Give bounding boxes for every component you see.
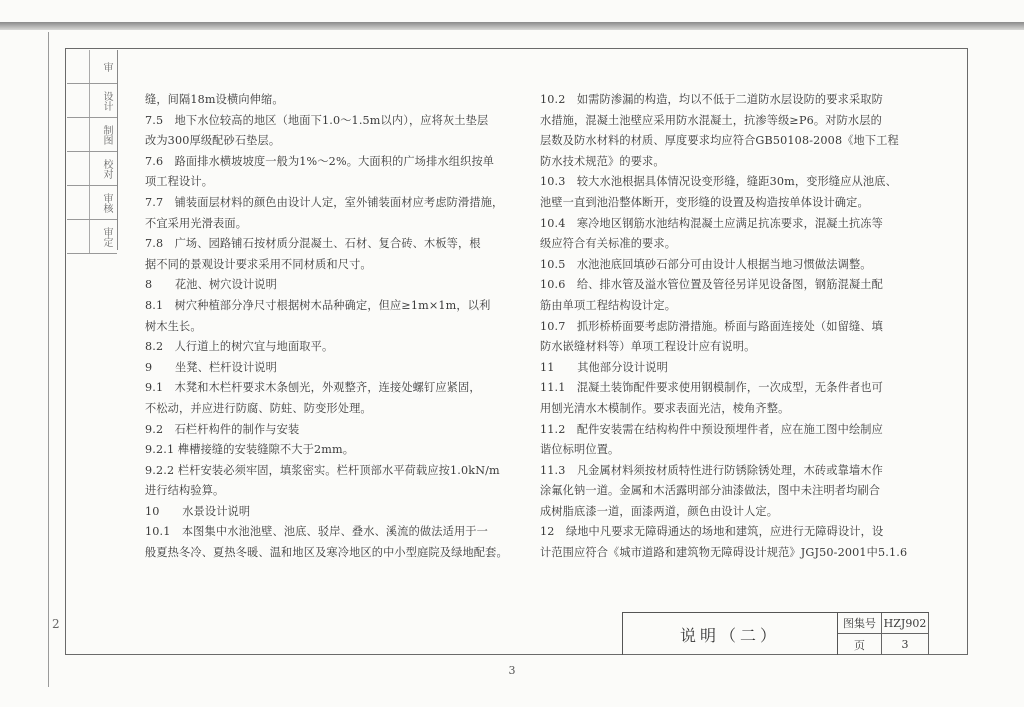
text-line: 12 绿地中凡要求无障碍通达的场地和建筑，应进行无障碍设计，设 bbox=[540, 525, 884, 539]
text-line: 防水嵌缝材料等）单项工程设计应有说明。 bbox=[540, 340, 756, 354]
text-line: 层数及防水材料的材质、厚度要求均应符合GB50108-2008《地下工程 bbox=[540, 134, 899, 148]
text-line: 9.2 石栏杆构件的制作与安装 bbox=[145, 422, 300, 436]
stamp-label: 审定 bbox=[101, 226, 112, 247]
text-line: 改为300厚级配砂石垫层。 bbox=[145, 134, 281, 148]
text-line: 10.6 给、排水管及溢水管位置及管径另详见设备图，钢筋混凝土配 bbox=[540, 278, 883, 292]
stamp-row bbox=[67, 50, 117, 84]
text-line: 筋由单项工程结构设计定。 bbox=[540, 298, 677, 312]
text-line: 涂氟化钠一道。金属和木活露明部分油漆做法，图中未注明者均刷合 bbox=[540, 484, 881, 498]
stamp-cell bbox=[67, 152, 90, 185]
text-line: 谐位标明位置。 bbox=[540, 443, 620, 457]
stamp-label: 审核 bbox=[101, 192, 112, 213]
stamp-row bbox=[67, 118, 117, 152]
text-line: 10.1 本图集中水池池壁、池底、驳岸、叠水、溪流的做法适用于一 bbox=[145, 525, 488, 539]
text-line: 11 其他部分设计说明 bbox=[540, 360, 668, 374]
text-line: 据不同的景观设计要求采用不同材质和尺寸。 bbox=[145, 257, 372, 271]
stamp-cell bbox=[67, 84, 90, 117]
stamp-cell bbox=[67, 118, 90, 151]
side-page-mark: 2 bbox=[52, 617, 60, 631]
text-line: 水措施，混凝土池壁应采用防水混凝土，抗渗等级≥P6。对防水层的 bbox=[540, 113, 882, 127]
text-line: 防水技术规范》的要求。 bbox=[540, 154, 665, 168]
text-line: 10 水景设计说明 bbox=[145, 504, 251, 518]
sheet-title: 说明（二） bbox=[623, 613, 838, 655]
text-line: 8 花池、树穴设计说明 bbox=[145, 278, 277, 292]
binding-line bbox=[48, 32, 49, 687]
stamp-label: 校对 bbox=[101, 158, 112, 179]
text-line: 般夏热冬冷、夏热冬暖、温和地区及寒冷地区的中小型庭院及绿地配套。 bbox=[145, 546, 508, 560]
text-line: 进行结构验算。 bbox=[145, 484, 225, 498]
title-block-grid bbox=[838, 613, 929, 655]
text-line: 计范围应符合《城市道路和建筑物无障碍设计规范》JGJ50-2001中5.1.6 bbox=[540, 546, 908, 560]
stamp-row bbox=[67, 220, 117, 254]
text-line: 11.1 混凝土装饰配件要求使用钢模制作，一次成型，无条件者也可 bbox=[540, 381, 883, 395]
stamp-row bbox=[67, 84, 117, 118]
footer-page-number: 3 bbox=[508, 664, 516, 677]
text-line: 8.2 人行道上的树穴宜与地面取平。 bbox=[145, 340, 334, 354]
title-block bbox=[622, 612, 929, 655]
text-line: 10.4 寒冷地区钢筋水池结构混凝土应满足抗冻要求，混凝土抗冻等 bbox=[540, 216, 883, 230]
text-line: 树木生长。 bbox=[145, 319, 202, 333]
text-line: 级应符合有关标准的要求。 bbox=[540, 237, 677, 251]
right-text-column bbox=[540, 90, 935, 564]
text-line: 10.5 水池池底回填砂石部分可由设计人根据当地习惯做法调整。 bbox=[540, 257, 872, 271]
stamp-label: 设计 bbox=[101, 90, 112, 111]
text-line: 10.2 如需防渗漏的构造，均以不低于二道防水层设防的要求采取防 bbox=[540, 93, 883, 106]
stamp-cell bbox=[67, 220, 90, 253]
text-line: 9 坐凳、栏杆设计说明 bbox=[145, 360, 277, 374]
text-line: 池壁一直到池沿整体断开，变形缝的设置及构造按单体设计确定。 bbox=[540, 195, 869, 209]
text-line: 用刨光清水木模制作。要求表面光洁，棱角齐整。 bbox=[540, 401, 790, 415]
text-line: 10.7 抓形桥桥面要考虑防滑措施。桥面与路面连接处（如留缝、填 bbox=[540, 319, 883, 333]
text-line: 项工程设计。 bbox=[145, 175, 214, 189]
stamp-label: 审 bbox=[101, 61, 112, 72]
text-line: 7.6 路面排水横坡坡度一般为1%～2%。大面积的广场排水组织按单 bbox=[145, 154, 495, 168]
text-line: 9.2.1 榫槽接缝的安装缝隙不大于2mm。 bbox=[145, 443, 355, 457]
text-line: 7.5 地下水位较高的地区（地面下1.0～1.5m以内），应将灰土垫层 bbox=[145, 113, 489, 127]
text-line: 缝，间隔18m设横向伸缩。 bbox=[145, 93, 284, 106]
atlas-number-value: HZJ902 bbox=[882, 613, 929, 634]
approval-stamp-column bbox=[67, 50, 118, 250]
stamp-label: 制图 bbox=[101, 124, 112, 145]
text-line: 11.2 配件安装需在结构构件中预设预埋件者，应在施工图中绘制应 bbox=[540, 422, 883, 436]
stamp-row bbox=[67, 152, 117, 186]
text-line: 9.1 木凳和木栏杆要求木条刨光，外观整齐，连接处螺钉应紧固， bbox=[145, 381, 481, 395]
text-line: 9.2.2 栏杆安装必须牢固，填浆密实。栏杆顶部水平荷载应按1.0kN/m bbox=[145, 463, 500, 477]
text-line: 成树脂底漆一道，面漆两道，颜色由设计人定。 bbox=[540, 504, 779, 518]
page-label: 页 bbox=[838, 634, 882, 655]
page-number-value: 3 bbox=[882, 634, 929, 655]
text-line: 8.1 树穴种植部分净尺寸根据树木品种确定，但应≥1m×1m，以利 bbox=[145, 298, 491, 312]
stamp-cell bbox=[67, 186, 90, 219]
text-line: 7.7 铺装面层材料的颜色由设计人定，室外铺装面材应考虑防滑措施， bbox=[145, 195, 504, 209]
atlas-number-label: 图集号 bbox=[838, 613, 882, 634]
scan-edge-shadow bbox=[0, 22, 1024, 30]
left-text-column bbox=[145, 90, 520, 564]
text-line: 11.3 凡金属材料须按材质特性进行防锈除锈处理，木砖或靠墙木作 bbox=[540, 463, 883, 477]
text-line: 7.8 广场、园路铺石按材质分混凝土、石材、复合砖、木板等，根 bbox=[145, 237, 481, 251]
text-line: 不宜采用光滑表面。 bbox=[145, 216, 248, 230]
text-line: 不松动，并应进行防腐、防蛀、防变形处理。 bbox=[145, 401, 372, 415]
stamp-row bbox=[67, 186, 117, 220]
text-line: 10.3 较大水池根据具体情况设变形缝，缝距30m，变形缝应从池底、 bbox=[540, 175, 897, 189]
stamp-cell bbox=[67, 50, 90, 83]
